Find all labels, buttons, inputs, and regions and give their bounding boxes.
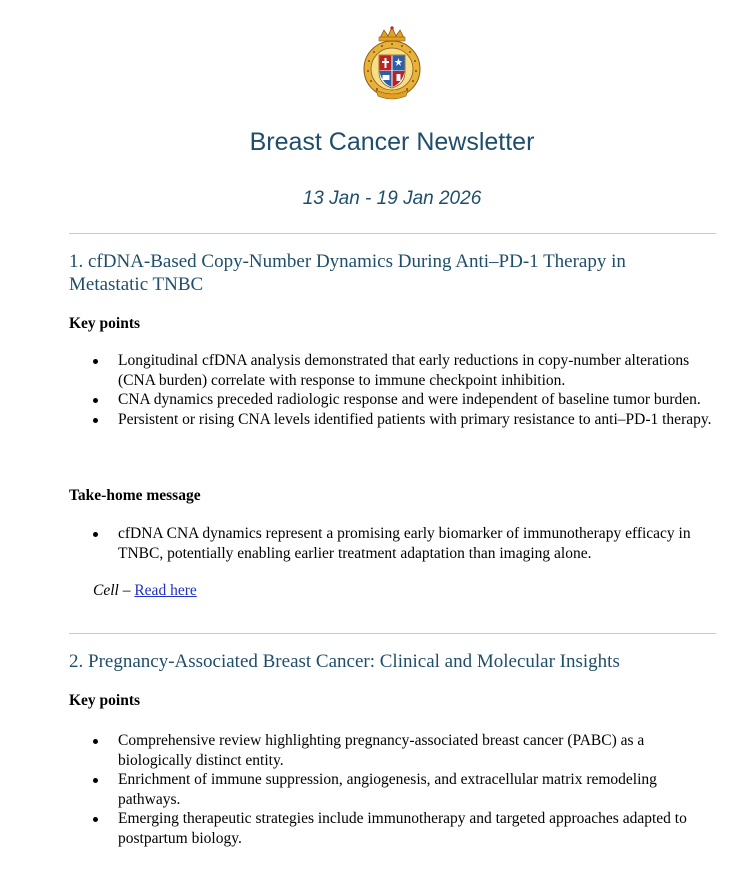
article-title: 1. cfDNA-Based Copy-Number Dynamics During Anti–PD-1 Therapy in Metastatic TNBC — [69, 251, 626, 295]
key-points-heading: Key points — [69, 315, 141, 332]
article-title: 2. Pregnancy-Associated Breast Cancer: Clinical and Molecular Insights — [69, 651, 620, 672]
key-points-list — [69, 351, 719, 429]
take-home-heading: Take-home message — [69, 487, 201, 504]
bullet-icon — [93, 359, 98, 364]
divider — [69, 233, 716, 234]
date-range: 13 Jan - 19 Jan 2026 — [302, 188, 482, 209]
list-item: Comprehensive review highlighting pregnancy-associated breast cancer (PABC) as a biologically distinct entity. — [69, 731, 719, 770]
university-crest-icon — [362, 24, 422, 100]
key-points-heading: Key points — [69, 692, 141, 709]
take-home-list — [69, 524, 719, 563]
bullet-icon — [93, 418, 98, 423]
bullet-icon — [93, 817, 98, 822]
list-item: Longitudinal cfDNA analysis demonstrated that early reductions in copy-number alterations (CNA burden) correlate with response to immune checkpoint inhibition. — [69, 351, 719, 390]
list-item: CNA dynamics preceded radiologic response and were independent of baseline tumor burden. — [69, 390, 719, 410]
bullet-icon — [93, 778, 98, 783]
bullet-icon — [93, 532, 98, 537]
citation — [93, 581, 197, 601]
list-item: Enrichment of immune suppression, angiogenesis, and extracellular matrix remodeling pathways. — [69, 770, 719, 809]
read-here-link[interactable]: Read here — [134, 582, 197, 599]
newsletter-title: Breast Cancer Newsletter — [249, 128, 535, 156]
divider — [69, 633, 716, 634]
list-item: cfDNA CNA dynamics represent a promising early biomarker of immunotherapy efficacy in TNBC, potentially enabling earlier treatment adaptation than imaging alone. — [69, 524, 719, 563]
list-item: Emerging therapeutic strategies include immunotherapy and targeted approaches adapted to postpartum biology. — [69, 809, 719, 848]
key-points-list — [69, 731, 719, 848]
bullet-icon — [93, 398, 98, 403]
citation-separator: – — [118, 582, 135, 599]
bullet-icon — [93, 739, 98, 744]
journal-name: Cell — [93, 582, 119, 599]
list-item: Persistent or rising CNA levels identified patients with primary resistance to anti–PD-1 therapy. — [69, 410, 719, 430]
